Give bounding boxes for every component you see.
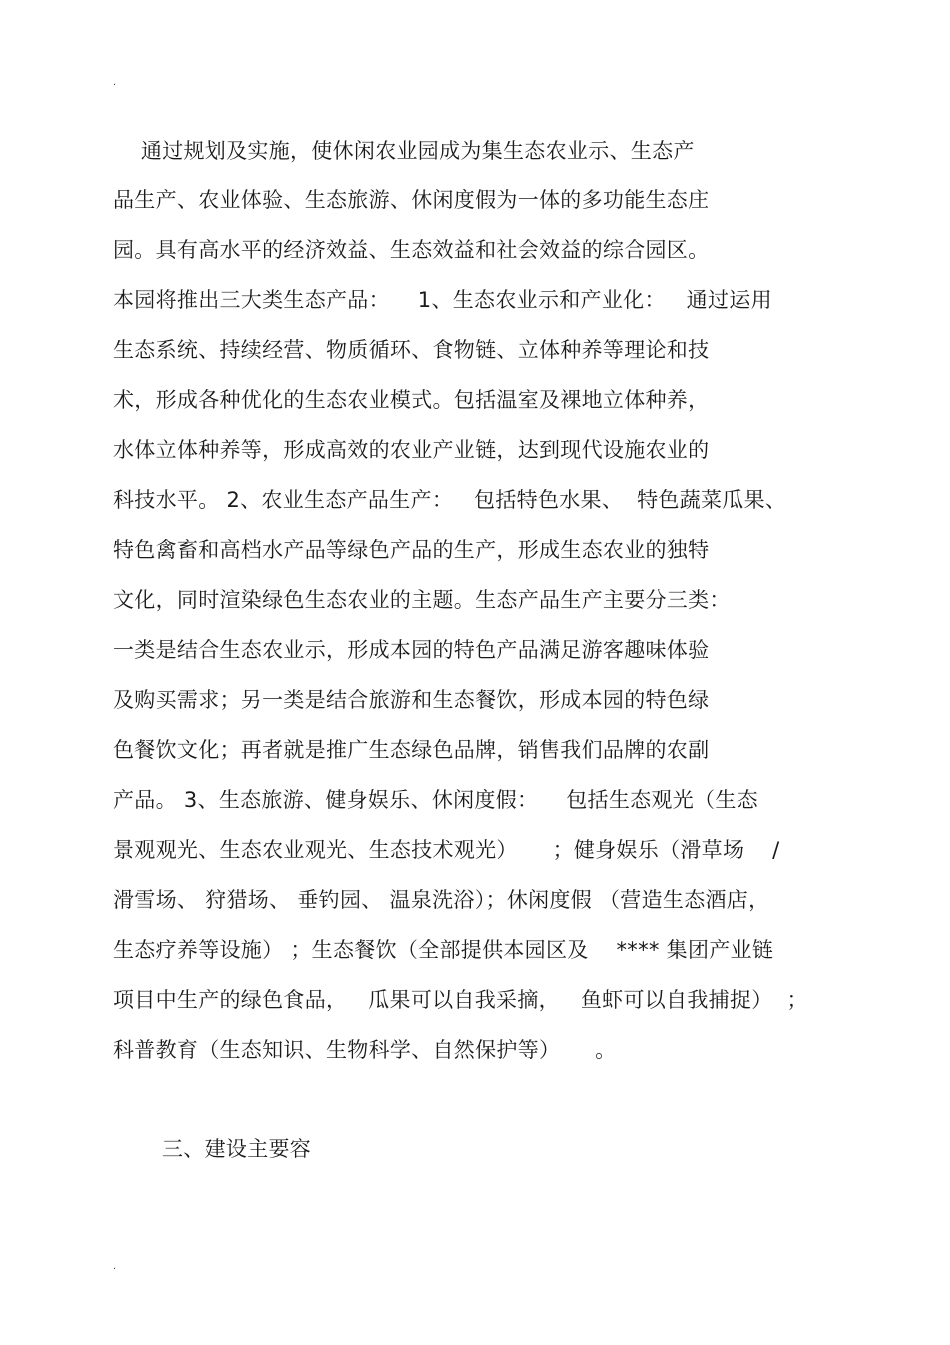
- paragraph-line: 文化，同时渲染绿色生态农业的主题。生态产品生产主要分三类：: [113, 588, 731, 612]
- top-page-mark: .: [113, 77, 117, 88]
- section-heading: 三、建设主要容: [162, 1137, 312, 1161]
- paragraph-line: 术，形成各种优化的生态农业模式。包括温室及裸地立体种养，: [113, 388, 710, 412]
- paragraph-line: 本园将推出三大类生态产品： 1、生态农业示和产业化： 通过运用: [113, 288, 772, 312]
- paragraph-line: 景观观光、生态农业观光、生态技术观光） ；健身娱乐（滑草场 /: [113, 838, 780, 862]
- paragraph-line: 项目中生产的绿色食品， 瓜果可以自我采摘， 鱼虾可以自我捕捉） ；: [113, 988, 808, 1012]
- paragraph-line: 特色禽畜和高档水产品等绿色产品的生产，形成生态农业的独特: [113, 538, 710, 562]
- paragraph-line: 品生产、农业体验、生态旅游、休闲度假为一体的多功能生态庄: [113, 188, 710, 212]
- paragraph-line: 科技水平。 2、农业生态产品生产： 包括特色水果、 特色蔬菜瓜果、: [113, 488, 787, 512]
- paragraph-line: 及购买需求；另一类是结合旅游和生态餐饮，形成本园的特色绿: [113, 688, 710, 712]
- paragraph-line: 通过规划及实施，使休闲农业园成为集生态农业示、生态产: [113, 139, 695, 163]
- paragraph-line: 科普教育（生态知识、生物科学、自然保护等） 。: [113, 1038, 617, 1062]
- paragraph-line: 一类是结合生态农业示，形成本园的特色产品满足游客趣味体验: [113, 638, 710, 662]
- paragraph-line: 色餐饮文化；再者就是推广生态绿色品牌，销售我们品牌的农副: [113, 738, 710, 762]
- paragraph-line: 滑雪场、 狩猎场、 垂钓园、 温泉洗浴）；休闲度假 （营造生态酒店，: [113, 888, 770, 912]
- paragraph-line: 生态疗养等设施） ；生态餐饮（全部提供本园区及 **** 集团产业链: [113, 938, 774, 962]
- paragraph-line: 水体立体种养等，形成高效的农业产业链，达到现代设施农业的: [113, 438, 710, 462]
- paragraph-line: 园。具有高水平的经济效益、生态效益和社会效益的综合园区。: [113, 238, 710, 262]
- bottom-page-mark: .: [113, 1261, 117, 1272]
- paragraph-line: 产品。 3、生态旅游、健身娱乐、休闲度假： 包括生态观光（生态: [113, 788, 758, 812]
- paragraph-line: 生态系统、持续经营、物质循环、食物链、立体种养等理论和技: [113, 338, 710, 362]
